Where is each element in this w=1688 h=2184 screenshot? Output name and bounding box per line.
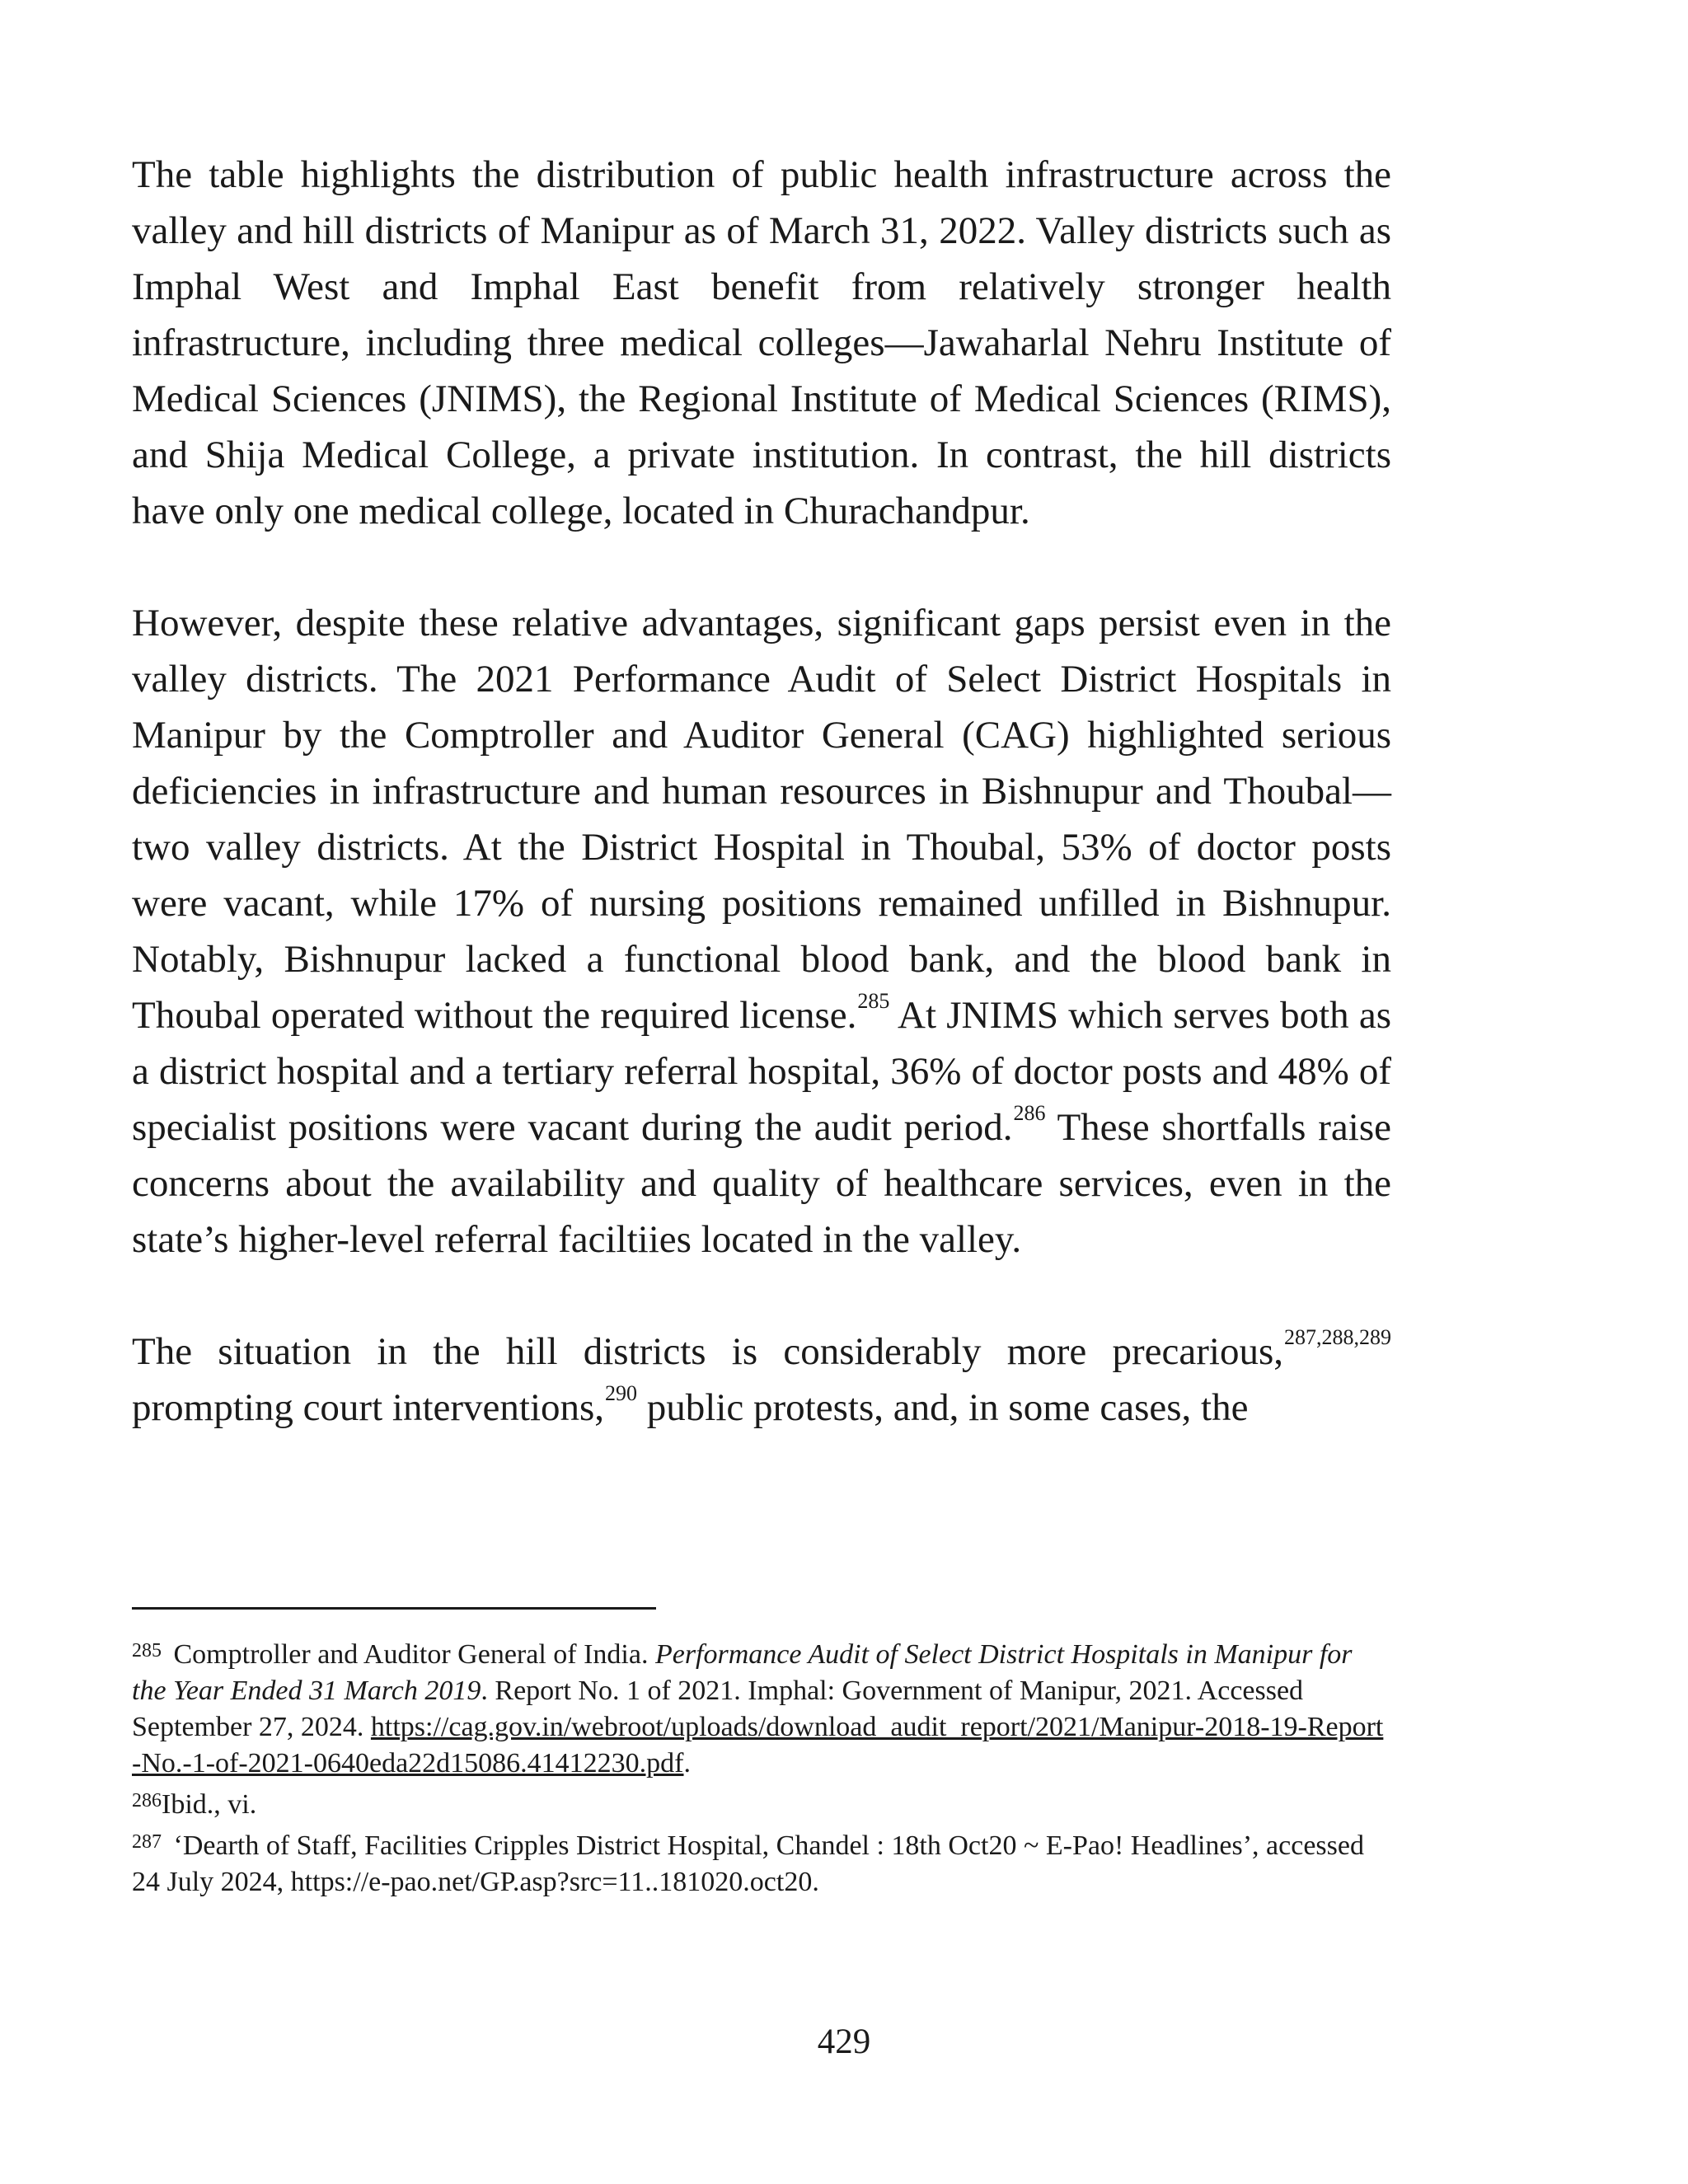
paragraph-valley-gaps <box>132 595 1391 1268</box>
paragraph-text: However, despite these relative advantages, significant gaps persist even in the valley districts. The 2021 Performance Audit of Select District Hospitals in Manipur by the Comptroller and Auditor General (CAG) highlighted serious deficiencies in infrastructure and human resources in Bishnupur and Thoubal—two valley districts. At the District Hospital in Thoubal, 53% of doctor posts were vacant, while 17% of nursing positions remained unfilled in Bishnupur. Notably, Bishnupur lacked a functional blood bank, and the blood bank in Thoubal operated without the required license. <box>132 602 1391 1037</box>
paragraph-hill-districts <box>132 1324 1391 1436</box>
main-text <box>132 147 1391 1436</box>
footnotes-section <box>132 1637 1391 1905</box>
paragraph-text: The situation in the hill districts is considerably more precarious, <box>132 1330 1283 1373</box>
footnote-ref-287-289[interactable]: 287,288,289 <box>1284 1325 1391 1349</box>
footnote-url-link[interactable]: https://cag.gov.in/webroot/uploads/download_audit_report/2021/Manipur-2018-19-Report-No.-1-of-2021-0640eda22d15086.41412230.pdf <box>132 1712 1384 1779</box>
footnote-text: ‘Dearth of Staff, Facilities Cripples District Hospital, Chandel : 18th Oct20 ~ E-Pao! Headlines’, accessed 24 July 2024, https://e-pao.net/GP.asp?src=11..181020.oct20. <box>132 1830 1364 1897</box>
footnote-287 <box>132 1828 1391 1900</box>
page-number: 429 <box>817 2022 871 2061</box>
paragraph-text: prompting court interventions, <box>132 1386 605 1429</box>
paragraph-text: The table highlights the distribution of public health infrastructure across the valley and hill districts of Manipur as of March 31, 2022. Valley districts such as Imphal West and Imphal East benefit from relatively stronger health infrastructure, including three medical colleges—Jawaharlal Nehru Institute of Medical Sciences (JNIMS), the Regional Institute of Medical Sciences (RIMS), and Shija Medical College, a private institution. In contrast, the hill districts have only one medical college, located in Churachandpur. <box>132 153 1391 532</box>
paragraph-text: At JNIMS which serves both as a district hospital and a tertiary referral hospital, 36% of doctor posts and 48% of specialist positions were vacant during the audit period. <box>132 994 1391 1149</box>
footnote-text: . Report No. 1 of 2021. Imphal: Government of Manipur, 2021. Accessed September 27, 2024. <box>132 1675 1304 1742</box>
footnote-text: Ibid., vi. <box>162 1789 257 1820</box>
paragraph-text: These shortfalls raise concerns about the availability and quality of healthcare services, even in the state’s higher-level referral faciltiies located in the valley. <box>132 1106 1391 1261</box>
footnote-number: 286 <box>132 1790 162 1811</box>
footnote-285 <box>132 1637 1391 1782</box>
footnote-text: Comptroller and Auditor General of India. <box>166 1639 655 1670</box>
footnote-ref-286[interactable]: 286 <box>1013 1101 1046 1125</box>
footnote-number: 287 <box>132 1831 162 1853</box>
footnote-report-title: Performance Audit of Select District Hospitals in Manipur for the Year Ended 31 March 2019 <box>132 1639 1353 1706</box>
paragraph-infrastructure-distribution <box>132 147 1391 539</box>
footnote-divider <box>132 1607 656 1610</box>
footnote-ref-285[interactable]: 285 <box>857 989 890 1013</box>
footnote-number: 285 <box>132 1640 162 1661</box>
footnote-ref-290[interactable]: 290 <box>605 1381 638 1405</box>
paragraph-text: public protests, and, in some cases, the <box>637 1386 1249 1429</box>
footnote-text: . <box>683 1748 691 1779</box>
footnote-286 <box>132 1787 1391 1823</box>
